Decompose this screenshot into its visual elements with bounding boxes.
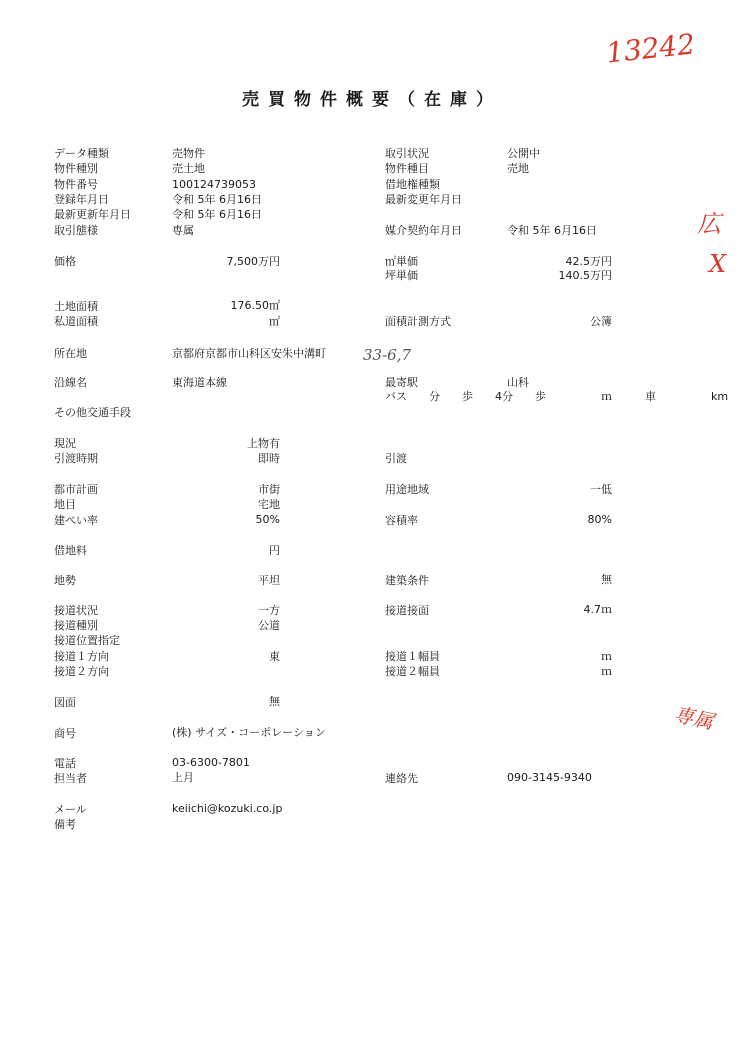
deal-mode-value: 専属 (172, 224, 194, 237)
last-change-label: 最新変更年月日 (385, 193, 462, 206)
company-value: (株) サイズ・コーポレーション (172, 726, 326, 739)
handover-time-label: 引渡時期 (54, 452, 98, 465)
road-dir1-label: 接道１方向 (54, 650, 109, 663)
land-area-label: 土地面積 (54, 300, 98, 313)
station-label: 最寄駅 (385, 376, 418, 389)
handwritten-number: 13242 (604, 27, 697, 70)
reg-date-value: 令和 5年 6月16日 (172, 193, 262, 206)
road-type-value: 公道 (258, 619, 280, 632)
drawing-label: 図面 (54, 696, 76, 709)
handover-label: 引渡 (385, 452, 407, 465)
road-pos-label: 接道位置指定 (54, 634, 120, 647)
private-road-label: 私道面積 (54, 315, 98, 328)
far-value: 80% (587, 513, 612, 526)
handwritten-note: 専属 (671, 702, 716, 734)
current-label: 現況 (54, 437, 76, 450)
lease-fee-value: 円 (269, 544, 280, 557)
phone-label: 電話 (54, 757, 76, 770)
handover-time-value: 即時 (258, 452, 280, 465)
handwritten-mark: 広 (697, 210, 721, 238)
lease-fee-label: 借地料 (54, 544, 87, 557)
zoning-value: 一低 (590, 483, 612, 496)
bus-walk-line: バス 分 歩 4分 歩 ｍ 車 km (385, 390, 729, 403)
road-dir2-label: 接道２方向 (54, 665, 109, 678)
location-label: 所在地 (54, 347, 87, 360)
land-cat-value: 宅地 (258, 498, 280, 511)
person-value: 上月 (172, 771, 194, 784)
other-transport-label: その他交通手段 (54, 406, 131, 419)
contact-label: 連絡先 (385, 772, 418, 785)
prop-item-value: 売地 (507, 162, 529, 175)
area-method-label: 面積計測方式 (385, 315, 451, 328)
city-plan-value: 市街 (258, 483, 280, 496)
road-width2-label: 接道２幅員 (385, 665, 440, 678)
road-status-value: 一方 (258, 604, 280, 617)
road-dir1-value: 東 (269, 650, 280, 663)
build-cond-label: 建築条件 (385, 574, 429, 587)
drawing-value: 無 (269, 695, 280, 708)
price-label: 価格 (54, 255, 76, 268)
remarks-label: 備考 (54, 818, 76, 831)
tsubo-price-label: 坪単価 (385, 269, 418, 282)
prop-no-value: 100124739053 (172, 178, 256, 191)
update-date-value: 令和 5年 6月16日 (172, 208, 262, 221)
contact-value: 090-3145-9340 (507, 771, 592, 784)
agency-date-value: 令和 5年 6月16日 (507, 224, 597, 237)
road-width1-value: ｍ (601, 650, 612, 663)
station-value: 山科 (507, 376, 529, 389)
email-label: メール (54, 803, 87, 816)
road-width1-label: 接道１幅員 (385, 650, 440, 663)
road-face-value: 4.7ｍ (583, 603, 612, 616)
private-road-value: ㎡ (269, 315, 280, 328)
unit-price-label: ㎡単価 (385, 255, 418, 268)
zoning-label: 用途地域 (385, 483, 429, 496)
reg-date-label: 登録年月日 (54, 193, 109, 206)
terrain-label: 地勢 (54, 574, 76, 587)
current-value: 上物有 (247, 437, 280, 450)
coverage-label: 建ぺい率 (54, 514, 98, 527)
email-value: keiichi@kozuki.co.jp (172, 802, 283, 815)
prop-item-label: 物件種目 (385, 162, 429, 175)
line-value: 東海道本線 (172, 376, 227, 389)
unit-price-value: 42.5万円 (565, 255, 612, 268)
road-type-label: 接道種別 (54, 619, 98, 632)
line-label: 沿線名 (54, 376, 87, 389)
data-type-label: データ種類 (54, 147, 109, 160)
road-width2-value: ｍ (601, 665, 612, 678)
prop-kind-value: 売土地 (172, 162, 205, 175)
update-date-label: 最新更新年月日 (54, 208, 131, 221)
tsubo-price-value: 140.5万円 (558, 269, 612, 282)
data-type-value: 売物件 (172, 147, 205, 160)
prop-no-label: 物件番号 (54, 178, 98, 191)
city-plan-label: 都市計画 (54, 483, 98, 496)
far-label: 容積率 (385, 514, 418, 527)
company-label: 商号 (54, 727, 76, 740)
prop-kind-label: 物件種別 (54, 162, 98, 175)
terrain-value: 平坦 (258, 574, 280, 587)
road-status-label: 接道状況 (54, 604, 98, 617)
build-cond-value: 無 (601, 573, 612, 586)
deal-status-value: 公開中 (507, 147, 540, 160)
land-cat-label: 地目 (54, 498, 76, 511)
agency-date-label: 媒介契約年月日 (385, 224, 462, 237)
handwritten-address-suffix: 33-6,7 (363, 346, 412, 364)
area-method-value: 公簿 (590, 315, 612, 328)
land-area-value: 176.50㎡ (230, 299, 280, 312)
leasehold-label: 借地権種類 (385, 178, 440, 191)
phone-value: 03-6300-7801 (172, 756, 250, 769)
deal-mode-label: 取引態様 (54, 224, 98, 237)
document-title: 売買物件概要（在庫） (242, 90, 502, 110)
road-face-label: 接道接面 (385, 604, 429, 617)
deal-status-label: 取引状況 (385, 147, 429, 160)
coverage-value: 50% (255, 513, 280, 526)
person-label: 担当者 (54, 772, 87, 785)
location-value: 京都府京都市山科区安朱中溝町 (172, 347, 326, 360)
price-value: 7,500万円 (226, 255, 280, 268)
handwritten-x: X (709, 250, 727, 278)
